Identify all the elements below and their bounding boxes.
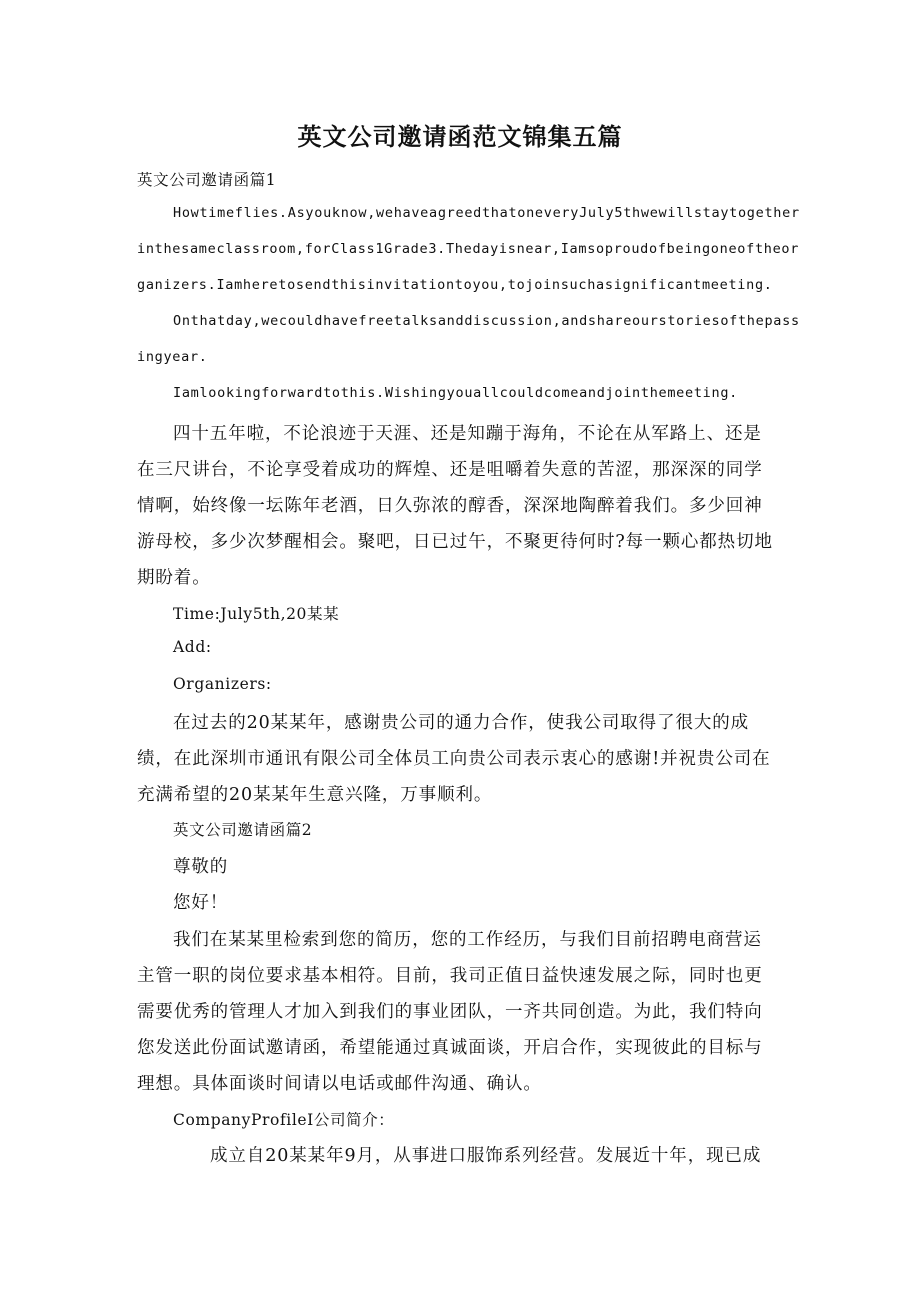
paragraph-line: 充满希望的20某某年生意兴隆，万事顺利。 — [137, 785, 493, 805]
paragraph-line: Howtimeflies.Asyouknow,wehaveagreedthatoneveryJuly5thwewillstaytogether — [173, 205, 800, 221]
paragraph-line: ingyear. — [137, 349, 208, 365]
section-heading-2: 英文公司邀请函篇2 — [173, 821, 313, 839]
paragraph-line: 四十五年啦，不论浪迹于天涯、还是知蹦于海角，不论在从军路上、还是 — [173, 424, 762, 444]
salutation-line: 尊敬的 — [173, 857, 229, 877]
time-line: Time:July5th,20某某 — [173, 605, 340, 623]
paragraph-line: 在过去的20某某年，感谢贵公司的通力合作，使我公司取得了很大的成 — [173, 713, 750, 733]
paragraph-line: 在三尺讲台，不论享受着成功的辉煌、还是咀嚼着失意的苦涩，那深深的同学 — [137, 460, 763, 480]
greeting-line: 您好！ — [173, 893, 229, 913]
paragraph-line: 绩，在此深圳市通讯有限公司全体员工向贵公司表示衷心的感谢!并祝贵公司在 — [137, 749, 771, 769]
paragraph-line: 需要优秀的管理人才加入到我们的事业团队，一齐共同创造。为此，我们特向 — [137, 1002, 763, 1022]
paragraph-line: 期盼着。 — [137, 568, 211, 588]
paragraph-line: inthesameclassroom,forClass1Grade3.Thedayisnear,Iamsoproudofbeingoneoftheor — [137, 241, 800, 257]
organizers-line: Organizers: — [173, 675, 272, 693]
paragraph-line: Onthatday,wecouldhavefreetalksanddiscussion,andshareourstoriesofthepass — [173, 313, 800, 329]
section-heading-1: 英文公司邀请函篇1 — [137, 171, 277, 189]
paragraph-line: 主管一职的岗位要求基本相符。目前，我司正值日益快速发展之际，同时也更 — [137, 966, 763, 986]
paragraph-line: 理想。具体面谈时间请以电话或邮件沟通、确认。 — [137, 1074, 542, 1094]
paragraph-line: ganizers.Iamheretosendthisinvitationtoyou,tojoinsuchasignificantmeeting. — [137, 277, 773, 293]
paragraph-line: 我们在某某里检索到您的简历，您的工作经历，与我们目前招聘电商营运 — [173, 930, 762, 950]
paragraph-line: 成立自20某某年9月，从事进口服饰系列经营。发展近十年，现已成 — [210, 1146, 762, 1166]
company-profile-heading: CompanyProfileI公司简介： — [173, 1111, 395, 1129]
paragraph-line: 情啊，始终像一坛陈年老酒，日久弥浓的醇香，深深地陶醉着我们。多少回神 — [137, 496, 763, 516]
paragraph-line: 游母校，多少次梦醒相会。聚吧，日已过午，不聚更待何时?每一颗心都热切地 — [137, 532, 773, 552]
paragraph-line: Iamlookingforwardtothis.Wishingyouallcouldcomeandjointhemeeting. — [173, 385, 738, 401]
paragraph-line: 您发送此份面试邀请函，希望能通过真诚面谈，开启合作，实现彼此的目标与 — [137, 1038, 763, 1058]
address-line: Add: — [173, 638, 212, 656]
document-title: 英文公司邀请函范文锦集五篇 — [297, 123, 623, 151]
